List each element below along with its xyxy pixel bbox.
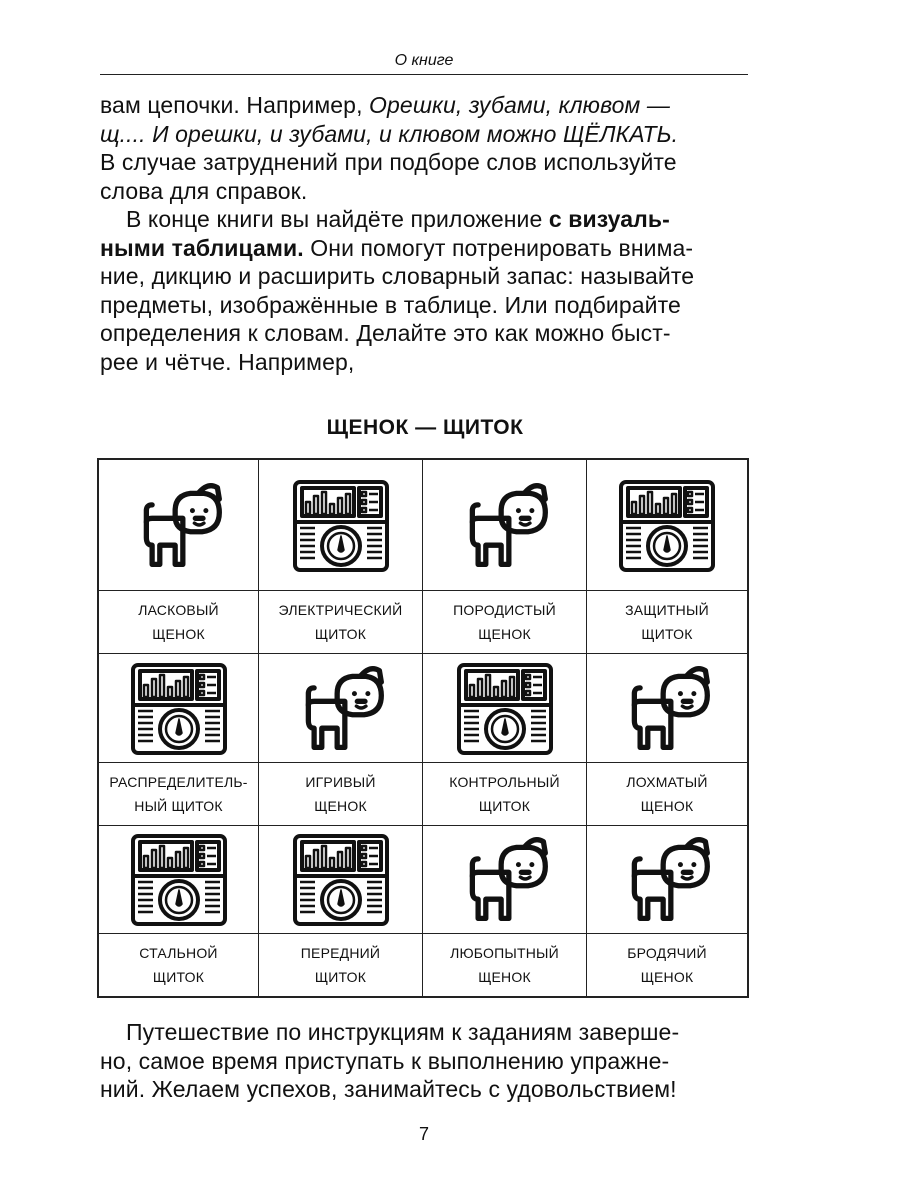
cell-label-line: ЗАЩИТНЫЙ <box>625 602 709 618</box>
electrical-panel-icon <box>423 654 586 764</box>
puppy-icon <box>587 826 747 934</box>
text-run: Путешествие по инструкциям к заданиям заверше- <box>126 1019 680 1045</box>
text-run: предметы, изображённые в таблице. Или подбирайте <box>100 291 681 318</box>
text-run: Орешки, зубами, клювом — <box>369 92 671 118</box>
cell-label-line: ЛЮБОПЫТНЫЙ <box>450 945 559 961</box>
table-cell <box>259 460 423 654</box>
table-cell <box>423 826 587 996</box>
cell-label <box>99 590 258 653</box>
text-line <box>100 234 750 263</box>
cell-label-line: ЩЕНОК <box>478 969 531 985</box>
visual-table <box>97 458 749 998</box>
text-line <box>100 177 750 206</box>
cell-label-line: ЩЕНОК <box>314 798 367 814</box>
electrical-panel-icon <box>99 654 258 764</box>
text-line <box>100 1047 750 1076</box>
text-run: В конце книги вы найдёте приложение <box>126 206 549 232</box>
cell-label-line: ЩИТОК <box>314 969 367 985</box>
cell-label-line: ЩЕНОК <box>478 626 531 642</box>
cell-label-line: ИГРИВЫЙ <box>305 774 376 790</box>
cell-label <box>587 933 747 996</box>
text-line <box>100 319 750 348</box>
text-run: В случае затруднений при подборе слов используйте <box>100 149 677 175</box>
text-run: вам цепочки. Например, <box>100 92 370 118</box>
table-cell <box>259 826 423 996</box>
table-cell <box>423 460 587 654</box>
electrical-panel-icon <box>99 826 258 934</box>
text-run: Они помогут потренировать внима- <box>303 234 694 261</box>
cell-label-line: ЩИТОК <box>314 626 367 642</box>
text-run: слова для справок. <box>100 177 308 204</box>
cell-label-line: ЩЕНОК <box>640 969 694 985</box>
puppy-icon <box>99 460 258 592</box>
text-line <box>100 1018 750 1047</box>
page-number: 7 <box>418 1124 429 1144</box>
cell-label-line: ЭЛЕКТРИЧЕСКИЙ <box>278 602 403 618</box>
text-run: определения к словам. Делайте это как можно быст- <box>100 320 671 346</box>
cell-label <box>423 762 586 825</box>
puppy-icon <box>587 654 747 764</box>
text-run: ний. Желаем успехов, занимайтесь с удовольствием! <box>100 1076 677 1102</box>
table-title: ЩЕНОК — ЩИТОК <box>326 416 524 439</box>
cell-label <box>423 933 586 996</box>
table-cell <box>99 826 259 996</box>
cell-label-line: СТАЛЬНОЙ <box>139 945 218 961</box>
electrical-panel-icon <box>587 460 747 592</box>
table-cell <box>587 460 747 654</box>
table-cell <box>423 654 587 826</box>
cell-label-line: РАСПРЕДЕЛИТЕЛЬ- <box>109 774 248 790</box>
cell-label <box>587 762 747 825</box>
cell-label-line: ЛАСКОВЫЙ <box>138 602 219 618</box>
text-run: с визуаль- <box>548 206 670 232</box>
text-run: рее и чётче. Например, <box>100 348 355 375</box>
table-cell <box>587 654 747 826</box>
cell-label <box>259 762 422 825</box>
text-run: но, самое время приступать к выполнению упражне- <box>100 1047 670 1074</box>
cell-label-line: ЛОХМАТЫЙ <box>626 774 708 790</box>
table-cell <box>587 826 747 996</box>
puppy-icon <box>423 826 586 934</box>
cell-label <box>587 590 747 653</box>
running-head: О книге <box>100 52 748 75</box>
cell-label <box>423 590 586 653</box>
text-run: ными таблицами. <box>100 234 304 261</box>
cell-label-line: ЩЕНОК <box>640 798 694 814</box>
paragraph-3 <box>100 1018 750 1104</box>
cell-label-line: НЫЙ ЩИТОК <box>134 798 223 814</box>
cell-label-line: ЩИТОК <box>641 626 693 642</box>
text-line <box>100 1075 750 1104</box>
cell-label <box>99 933 258 996</box>
table-cell <box>99 460 259 654</box>
cell-label-line: ЩИТОК <box>152 969 205 985</box>
puppy-icon <box>423 460 586 592</box>
paragraph-2 <box>100 205 750 376</box>
electrical-panel-icon <box>259 460 422 592</box>
cell-label <box>99 762 258 825</box>
text-line <box>100 348 750 377</box>
cell-label <box>259 933 422 996</box>
text-line <box>100 262 750 291</box>
text-line <box>100 148 750 177</box>
electrical-panel-icon <box>259 826 422 934</box>
text-line <box>100 205 750 234</box>
cell-label-line: ЩИТОК <box>478 798 531 814</box>
puppy-icon <box>259 654 422 764</box>
table-cell <box>259 654 423 826</box>
table-cell <box>99 654 259 826</box>
text-run: ние, дикцию и расширить словарный запас: называйте <box>100 263 695 289</box>
paragraph-1 <box>100 91 750 205</box>
text-line <box>100 91 750 120</box>
text-line <box>100 291 750 320</box>
cell-label-line: КОНТРОЛЬНЫЙ <box>449 774 560 790</box>
cell-label-line: ПЕРЕДНИЙ <box>300 945 381 961</box>
cell-label-line: БРОДЯЧИЙ <box>627 945 707 961</box>
cell-label-line: ПОРОДИСТЫЙ <box>453 602 556 618</box>
text-line <box>100 120 750 149</box>
cell-label-line: ЩЕНОК <box>152 626 205 642</box>
cell-label <box>259 590 422 653</box>
text-run: щ.... И орешки, и зубами, и клювом можно ЩЁЛКАТЬ. <box>100 120 679 147</box>
